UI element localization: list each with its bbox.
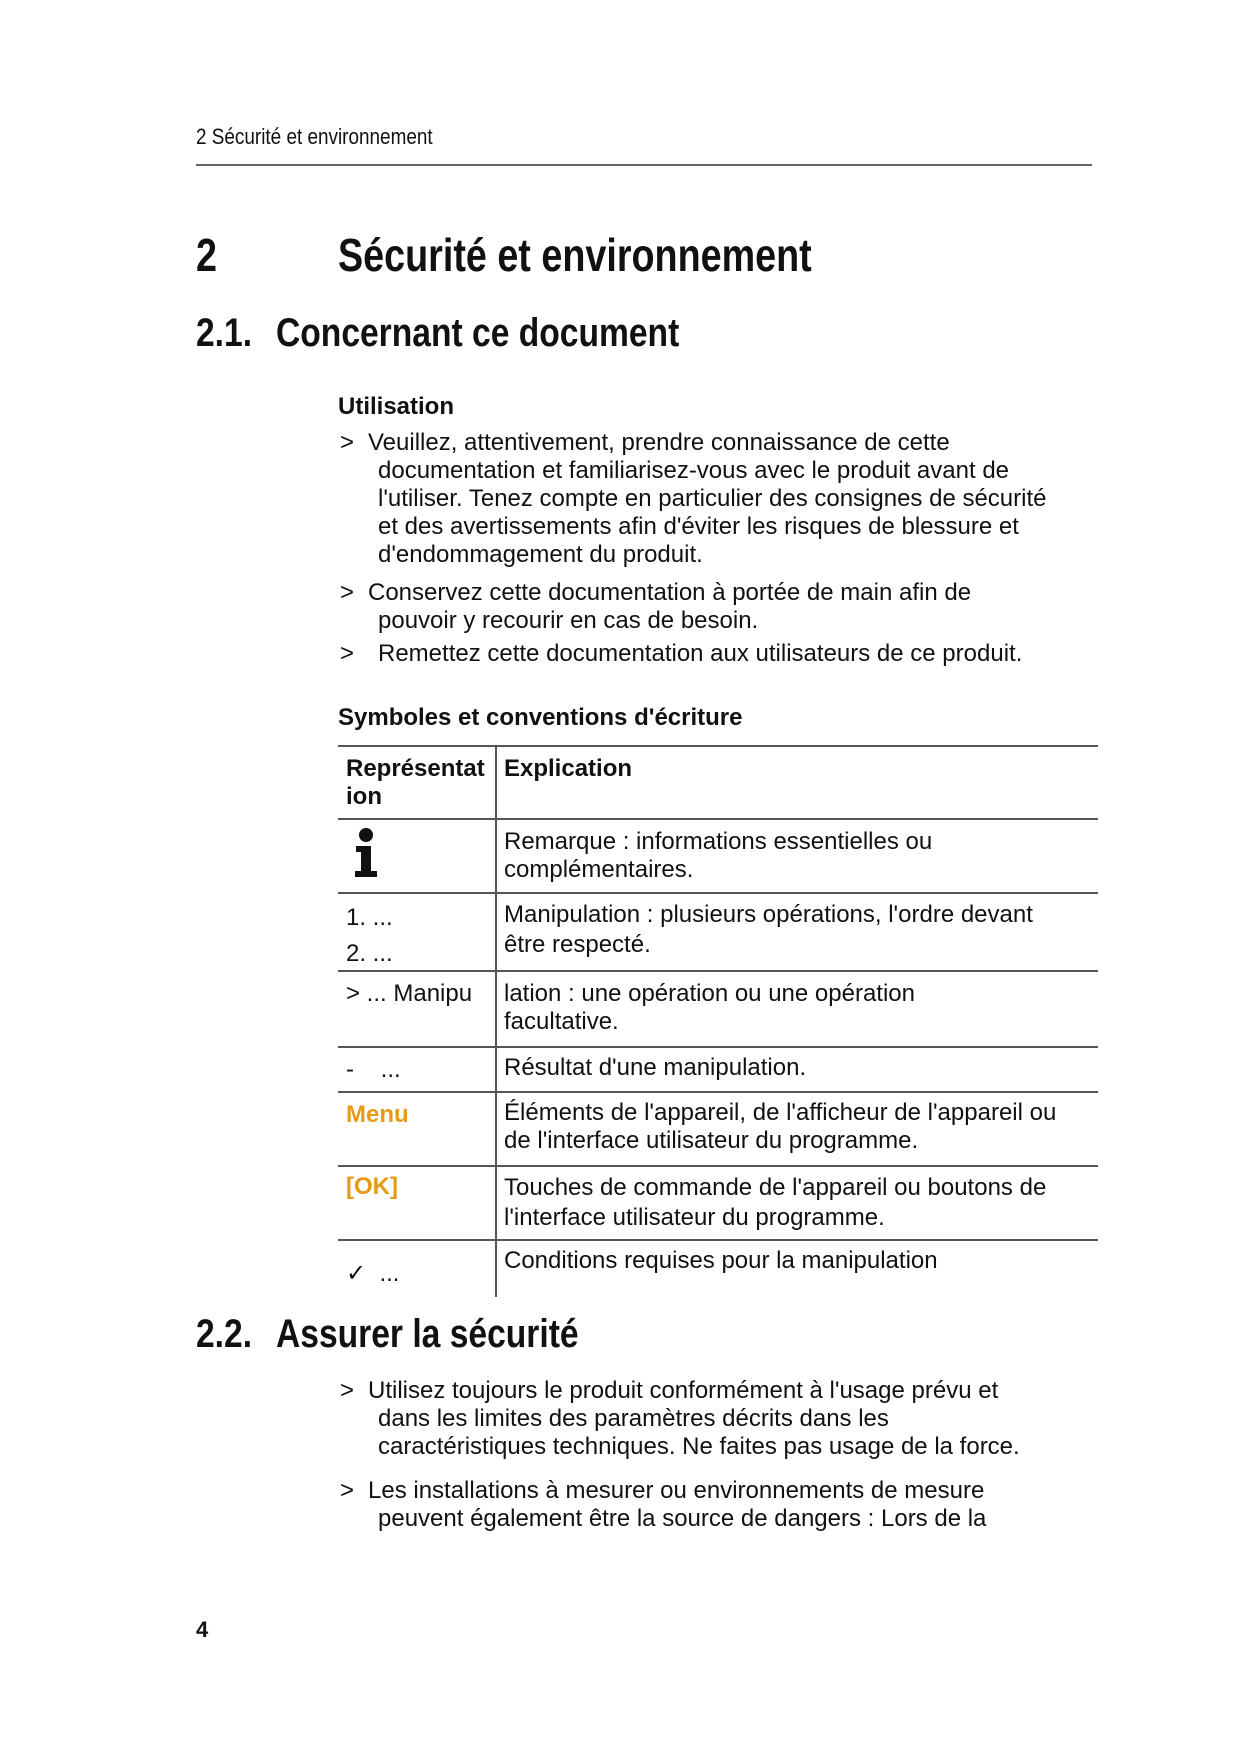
header-line: ion (346, 783, 382, 810)
text-line: être respecté. (504, 931, 651, 958)
text-line: Touches de commande de l'appareil ou boutons de (504, 1174, 1047, 1201)
table-row (338, 892, 1098, 970)
column-divider (495, 894, 497, 970)
symbol-cell (346, 900, 494, 972)
explanation-cell: Résultat d'une manipulation. (504, 1054, 807, 1081)
chapter-number: 2 (196, 229, 217, 281)
symbol-cell: - ... (346, 1056, 401, 1083)
explanation-cell: Conditions requises pour la manipulation (504, 1247, 938, 1274)
section-2-2-title: Assurer la sécurité (276, 1312, 579, 1356)
bullet-line: peuvent également être la source de dangers : Lors de la (378, 1505, 987, 1532)
text-line: Remarque : informations essentielles ou (504, 828, 933, 855)
bullet-line: d'endommagement du produit. (378, 541, 703, 568)
text-line: Éléments de l'appareil, de l'afficheur de l'appareil ou (504, 1099, 1057, 1126)
table-row (338, 970, 1098, 1046)
symbols-table (338, 745, 1098, 1297)
text-line: > ... Manipu (346, 980, 473, 1007)
section-2-1-title: Concernant ce document (276, 311, 680, 355)
explanation-cell (504, 1173, 1094, 1233)
bullet-line: pouvoir y recourir en cas de besoin. (378, 607, 759, 634)
page-number: 4 (196, 1617, 209, 1642)
running-header: 2 Sécurité et environnement (196, 124, 433, 149)
column-divider (495, 747, 497, 818)
chapter-title: Sécurité et environnement (338, 229, 812, 281)
bullet-marker: > (340, 1477, 355, 1504)
bullet-marker: > (340, 640, 355, 667)
header-line: Représentat (346, 755, 485, 782)
text-line: facultative. (504, 1008, 619, 1035)
bullet-marker: > (340, 429, 355, 456)
explanation-cell (504, 828, 1094, 884)
text-line: Manipulation : plusieurs opérations, l'ordre devant (504, 901, 1033, 928)
usage-heading: Utilisation (338, 393, 455, 420)
bullet-line: caractéristiques techniques. Ne faites pas usage de la force. (378, 1433, 1020, 1460)
text-line: lation : une opération ou une opération (504, 980, 915, 1007)
bullet-line: documentation et familiarisez-vous avec le produit avant de (378, 457, 1010, 484)
table-row (338, 1046, 1098, 1091)
safety-bullet-2 (340, 1477, 986, 1533)
column-divider (495, 1241, 497, 1297)
bullet-line: et des avertissements afin d'éviter les risques de blessure et (378, 513, 1019, 540)
text-line: l'interface utilisateur du programme. (504, 1204, 885, 1231)
bullet-marker: > (340, 579, 355, 606)
table-row (338, 818, 1098, 892)
text-line: complémentaires. (504, 856, 694, 883)
info-icon (346, 826, 494, 887)
bullet-marker: > (340, 1377, 355, 1404)
bullet-line: l'utiliser. Tenez compte en particulier des consignes de sécurité (378, 485, 1047, 512)
explanation-cell (504, 980, 1094, 1036)
explanation-cell (504, 1099, 1094, 1155)
text-line: 2. ... (346, 940, 393, 967)
header-rule (196, 164, 1092, 166)
table-header-row (338, 745, 1098, 818)
table-row (338, 1165, 1098, 1239)
text-line: 1. ... (346, 904, 393, 931)
ok-key-label: [OK] (346, 1173, 398, 1200)
bullet-line: dans les limites des paramètres décrits dans les (378, 1405, 889, 1432)
check-symbol-cell: ✓ ... (346, 1260, 400, 1287)
menu-label: Menu (346, 1101, 409, 1128)
column-header-explanation: Explication (504, 755, 633, 782)
usage-bullet-2 (340, 579, 971, 635)
table-row (338, 1239, 1098, 1297)
column-divider (495, 1048, 497, 1091)
column-divider (495, 972, 497, 1046)
column-header-representation (346, 755, 494, 811)
usage-bullet-1 (340, 429, 1047, 569)
bullet-line: Les installations à mesurer ou environnements de mesure (368, 1477, 985, 1504)
symbols-heading: Symboles et conventions d'écriture (338, 704, 743, 731)
explanation-cell (504, 900, 1094, 960)
bullet-line: Conservez cette documentation à portée de main afin de (368, 579, 972, 606)
column-divider (495, 820, 497, 892)
safety-bullet-1 (340, 1377, 1020, 1461)
section-2-1-number: 2.1. (196, 311, 253, 355)
text-line: de l'interface utilisateur du programme. (504, 1127, 919, 1154)
table-row (338, 1091, 1098, 1165)
section-2-2-number: 2.2. (196, 1312, 253, 1356)
column-divider (495, 1093, 497, 1165)
bullet-line: Remettez cette documentation aux utilisateurs de ce produit. (378, 640, 1023, 667)
bullet-line: Veuillez, attentivement, prendre connaissance de cette (368, 429, 950, 456)
symbol-cell (346, 980, 494, 1008)
column-divider (495, 1167, 497, 1239)
bullet-line: Utilisez toujours le produit conformément à l'usage prévu et (368, 1377, 999, 1404)
usage-bullet-3 (340, 640, 1022, 668)
